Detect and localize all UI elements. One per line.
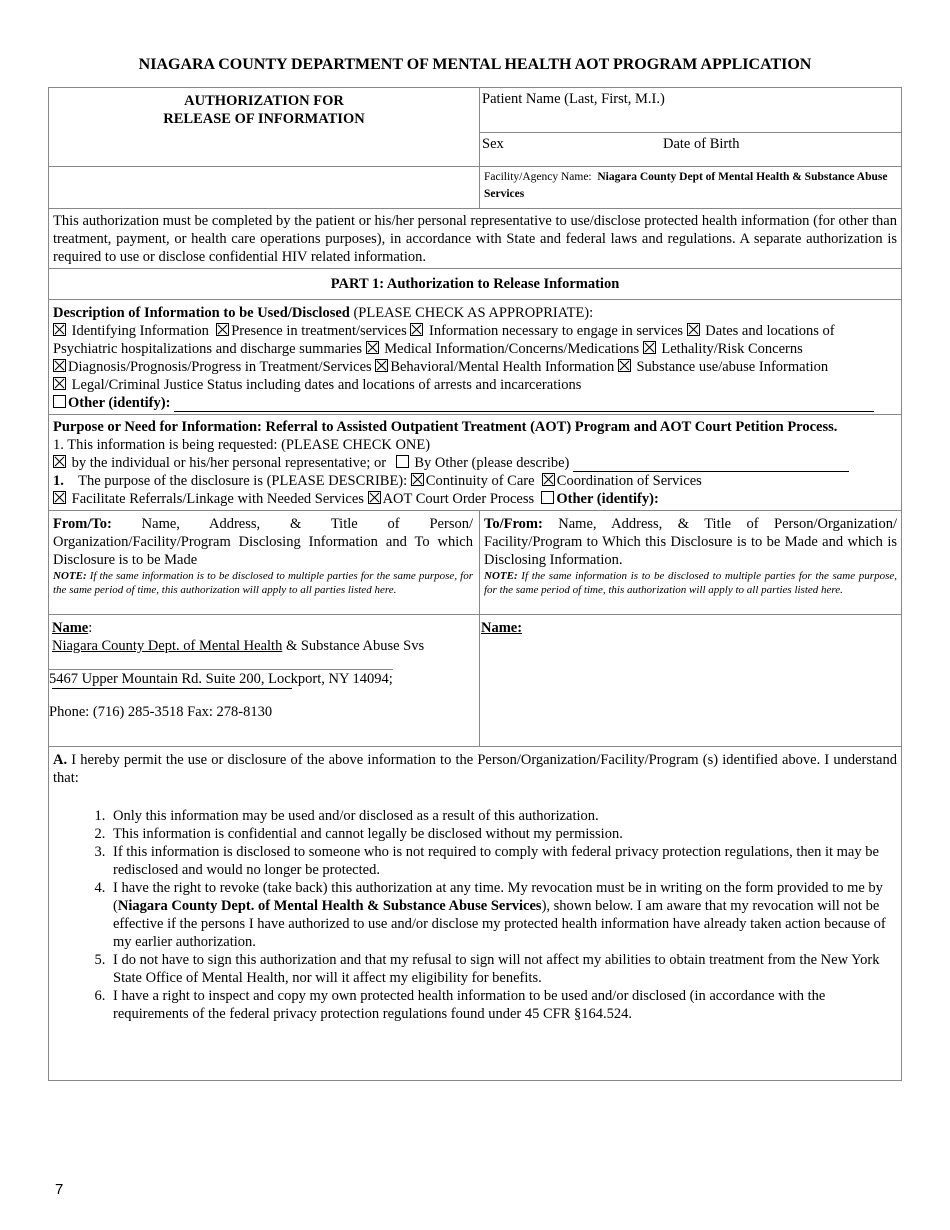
to-note-text: If the same information is to be disclosed to multiple parties for the same purpose, for the same period of time, this authorization will apply to all parties listed here. xyxy=(484,570,897,596)
checkbox-facilitate[interactable] xyxy=(53,491,66,504)
checkbox-other-purpose[interactable] xyxy=(541,491,554,504)
checkbox-legal[interactable] xyxy=(53,377,66,390)
to-note-label: NOTE: xyxy=(484,570,518,582)
term-4-part2: ), shown below. I am aware that my revocation will not be effective if the persons I have authorized to use and/or disclose my protected health information have already taken action because of my earlier authorization. xyxy=(113,898,886,950)
sex-label: Sex xyxy=(482,136,504,152)
label-engage: Information necessary to engage in services xyxy=(428,323,684,339)
auth-line-2: RELEASE OF INFORMATION xyxy=(163,111,365,127)
to-label: To/From: xyxy=(484,516,543,532)
org-name-underlined: Niagara County Dept. of Mental Health xyxy=(52,638,283,654)
description-instruction: (PLEASE CHECK AS APPROPRIATE): xyxy=(349,305,594,321)
describe-number: 1. xyxy=(53,473,64,489)
facility-label: Facility/Agency Name: xyxy=(484,171,592,183)
section-a-intro: I hereby permit the use or disclosure of the above information to the Person/Organization/Facility/Program (s) identified above. I understand that: xyxy=(53,752,897,786)
dob-label: Date of Birth xyxy=(663,136,740,152)
from-note-text: If the same information is to be disclosed to multiple parties for the same purpose, for the same period of time, this authorization will apply to all parties listed here. xyxy=(53,570,473,596)
facility-value: Niagara County Dept of Mental Health & Substance Abuse Services xyxy=(484,171,888,200)
label-substance: Substance use/abuse Information xyxy=(636,359,829,375)
term-2: 2. This information is confidential and cannot legally be disclosed without my permission. xyxy=(109,825,897,843)
page-number: 7 xyxy=(55,1181,64,1198)
checkbox-individual[interactable] xyxy=(53,455,66,468)
authorization-heading xyxy=(49,88,479,166)
label-court-order: AOT Court Order Process xyxy=(382,491,535,507)
from-to-cell xyxy=(49,511,477,614)
label-hospitalizations-cont: Psychiatric hospitalizations and discharge summaries xyxy=(53,341,362,357)
auth-line-1: AUTHORIZATION FOR xyxy=(184,93,344,109)
checkbox-engage[interactable] xyxy=(410,323,423,336)
to-name-cell[interactable] xyxy=(480,615,901,746)
to-text: Name, Address, & Title of Person/Organization/ Facility/Program to Which this Disclosure is to be Made and which is Disclosing Information. xyxy=(484,516,897,568)
checkbox-presence[interactable] xyxy=(216,323,229,336)
sex-dob-field[interactable] xyxy=(480,134,901,167)
checkbox-other-info[interactable] xyxy=(53,395,66,408)
purpose-heading: Purpose or Need for Information: Referral to Assisted Outpatient Treatment (AOT) Program and AOT Court Petition Process. xyxy=(53,419,838,435)
term-4-part1: I have the right to revoke (take back) this authorization at any time. My revocation must be in writing on the form provided to me by ( xyxy=(113,880,883,914)
checkbox-court-order[interactable] xyxy=(368,491,381,504)
describe-text: The purpose of the disclosure is (PLEASE DESCRIBE): xyxy=(78,473,408,489)
label-by-other: By Other (please describe) xyxy=(414,455,570,471)
from-name-label: Name xyxy=(52,620,89,636)
names-row xyxy=(49,615,901,747)
from-name-cell xyxy=(49,615,477,746)
from-label: From/To: xyxy=(53,516,112,532)
checkbox-diagnosis[interactable] xyxy=(53,359,66,372)
label-presence: Presence in treatment/services xyxy=(231,323,407,339)
checkbox-lethality[interactable] xyxy=(643,341,656,354)
term-6: 6. I have a right to inspect and copy my own protected health information to be used and/or disclosed (in accordance with the requirements of the federal privacy protection regulations found under 45 CFR §164.524. xyxy=(109,987,897,1023)
patient-name-field[interactable] xyxy=(480,88,901,133)
facility-row xyxy=(49,167,901,209)
org-phone: Phone: (716) 285-3518 Fax: 278-8130 xyxy=(49,704,273,720)
section-a-label: A. xyxy=(53,752,68,768)
purpose-section xyxy=(49,415,901,511)
description-heading: Description of Information to be Used/Disclosed xyxy=(53,305,350,321)
org-address: 5467 Upper Mountain Rd. Suite 200, Lockport, NY 14094; xyxy=(49,671,393,687)
label-behavioral: Behavioral/Mental Health Information xyxy=(390,359,615,375)
description-section xyxy=(49,300,901,415)
patient-name-label: Patient Name (Last, First, M.I.) xyxy=(482,91,665,107)
term-1: 1. Only this information may be used and/or disclosed as a result of this authorization. xyxy=(109,807,897,825)
from-note-label: NOTE: xyxy=(53,570,87,582)
label-hospitalizations: Dates and locations of xyxy=(705,323,835,339)
checkbox-medical[interactable] xyxy=(366,341,379,354)
label-other-info: Other (identify): xyxy=(68,395,171,411)
purpose-requested-line: 1. This information is being requested: (PLEASE CHECK ONE) xyxy=(53,437,431,453)
header-row xyxy=(49,88,901,167)
checkbox-by-other[interactable] xyxy=(396,455,409,468)
label-coordination: Coordination of Services xyxy=(556,473,702,489)
other-info-input[interactable] xyxy=(174,397,874,412)
term-5: 5. I do not have to sign this authorization and that my refusal to sign will not affect my abilities to obtain treatment from the New York State Office of Mental Health, nor will it affect my eligibility for benefits. xyxy=(109,951,897,987)
term-3: 3. If this information is disclosed to someone who is not required to comply with federal privacy protection regulations, then it may be redisclosed and would no longer be protected. xyxy=(109,843,897,879)
terms-list xyxy=(53,807,897,1023)
from-name-colon: : xyxy=(88,620,93,636)
checkbox-behavioral[interactable] xyxy=(375,359,388,372)
label-continuity: Continuity of Care xyxy=(425,473,535,489)
checkbox-identifying[interactable] xyxy=(53,323,66,336)
label-other-purpose: Other (identify): xyxy=(556,491,659,507)
label-lethality: Lethality/Risk Concerns xyxy=(661,341,803,357)
term-4 xyxy=(109,879,897,951)
checkbox-coordination[interactable] xyxy=(542,473,555,486)
section-a xyxy=(49,747,901,1081)
patient-info xyxy=(480,88,901,166)
term-4-bold: Niagara County Dept. of Mental Health & Substance Abuse Services xyxy=(117,898,542,914)
label-identifying: Identifying Information xyxy=(71,323,209,339)
from-to-row xyxy=(49,511,901,615)
org-name-rest: & Substance Abuse Svs xyxy=(282,638,425,654)
label-facilitate: Facilitate Referrals/Linkage with Needed Services xyxy=(71,491,364,507)
intro-paragraph: This authorization must be completed by the patient or his/her personal representative to use/disclose protected health information (for other than treatment, payment, or health care operations purposes), in accordance with State and federal laws and regulations. A separate authorization is required to use or disclose confidential HIV related information. xyxy=(49,209,901,269)
authorization-form xyxy=(48,87,902,1081)
label-diagnosis: Diagnosis/Prognosis/Progress in Treatment/Services xyxy=(68,359,372,375)
checkbox-hospitalizations[interactable] xyxy=(687,323,700,336)
by-other-input[interactable] xyxy=(573,457,849,472)
label-individual: by the individual or his/her personal representative; or xyxy=(71,455,387,471)
label-legal: Legal/Criminal Justice Status including dates and locations of arrests and incarcerations xyxy=(71,377,582,393)
to-name-label: Name: xyxy=(481,620,523,636)
label-medical: Medical Information/Concerns/Medications xyxy=(384,341,640,357)
from-text: Name, Address, & Title of Person/ Organization/Facility/Program Disclosing Information and To which Disclosure is to be Made xyxy=(53,516,473,568)
checkbox-continuity[interactable] xyxy=(411,473,424,486)
to-from-cell xyxy=(480,511,901,614)
facility-field xyxy=(480,167,901,208)
page-title: NIAGARA COUNTY DEPARTMENT OF MENTAL HEALTH AOT PROGRAM APPLICATION xyxy=(138,56,812,73)
part1-heading: PART 1: Authorization to Release Information xyxy=(49,269,901,300)
checkbox-substance[interactable] xyxy=(618,359,631,372)
